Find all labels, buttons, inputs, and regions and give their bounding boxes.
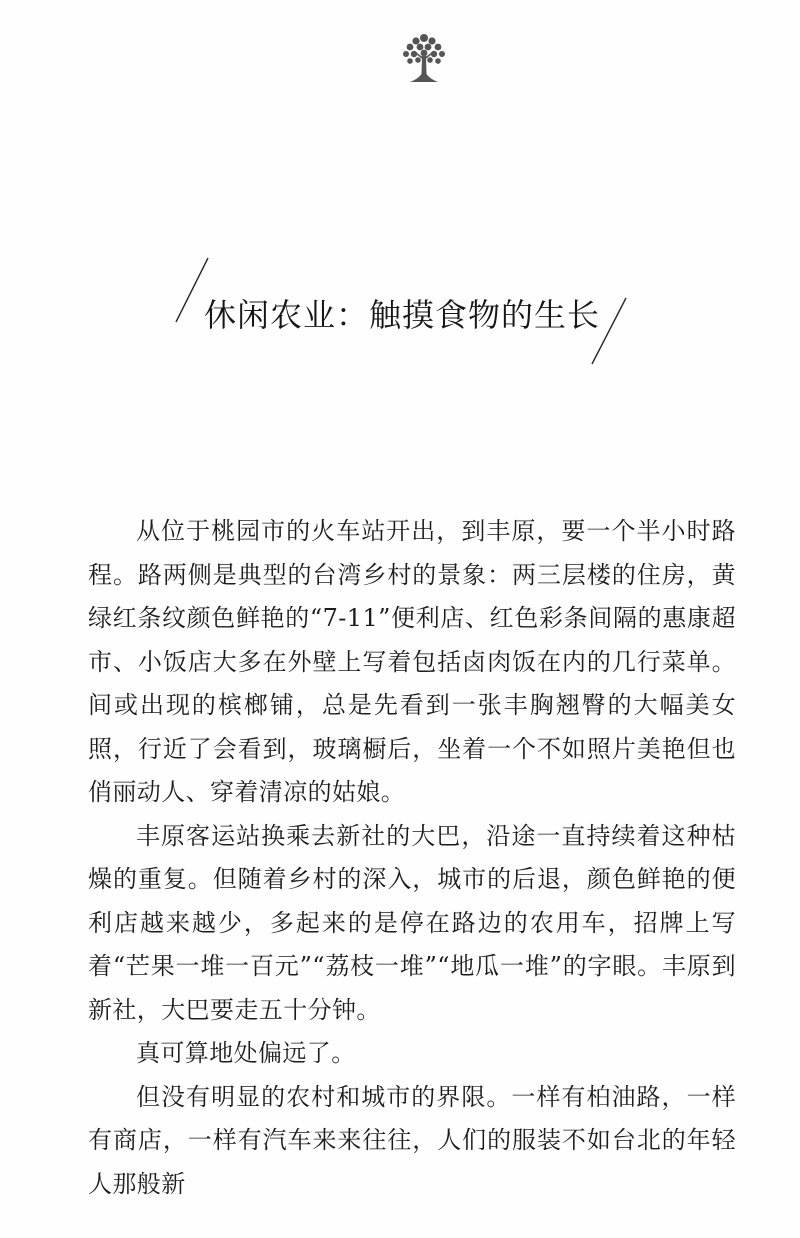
paragraph: 真可算地处偏远了。 [136, 1039, 356, 1067]
chapter-title: 休闲农业：触摸食物的生长 [204, 296, 601, 334]
right-slash-decoration [570, 250, 630, 370]
paragraph: 丰原客运站换乘去新社的大巴，沿途一直持续着这种枯燥的重复。但随着乡村的深入，城市的后退，颜色鲜艳的便利店越来越少，多起来的是停在路边的农用车，招牌上写着“芒果一堆一百元”“荔枝一堆”“地瓜一堆”的字眼。丰原到新社，大巴要走五十分钟。 [88, 821, 736, 1024]
chapter-heading [170, 250, 630, 370]
tree-icon [400, 30, 448, 86]
paragraph: 但没有明显的农村和城市的界限。一样有柏油路，一样有商店，一样有汽车来来往往，人们的服装不如台北的年轻人那般新 [88, 1082, 736, 1198]
paragraph: 从位于桃园市的火车站开出，到丰原，要一个半小时路程。路两侧是典型的台湾乡村的景象：两三层楼的住房，黄绿红条纹颜色鲜艳的“7-11”便利店、红色彩条间隔的惠康超市、小饭店大多在外壁上写着包括卤肉饭在内的几行菜单。间或出现的槟榔铺，总是先看到一张丰胸翘臀的大幅美女照，行近了会看到，玻璃橱后，坐着一个不如照片美艳但也俏丽动人、穿着清凉的姑娘。 [88, 517, 736, 806]
body-text [88, 510, 736, 1206]
